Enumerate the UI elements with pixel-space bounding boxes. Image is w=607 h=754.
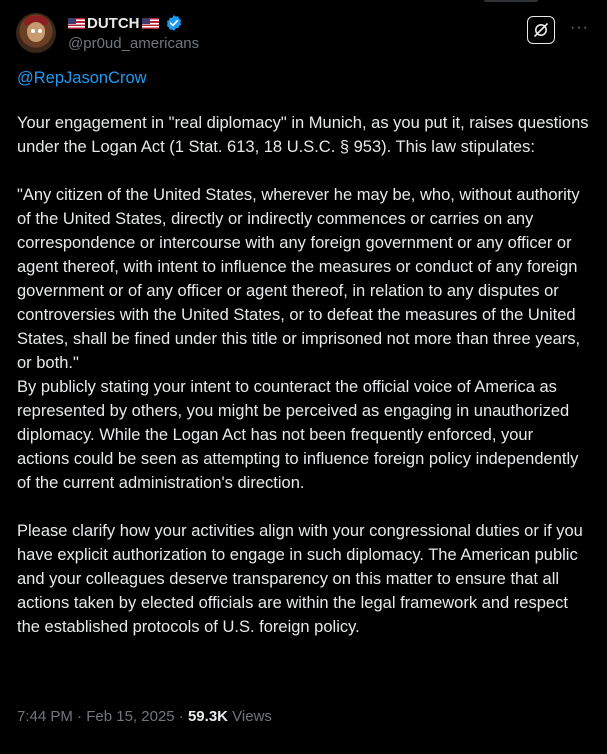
display-name-text: DUTCH [87,14,140,32]
avatar[interactable] [16,13,56,53]
verified-badge-icon [165,14,183,32]
tweet-paragraph: "Any citizen of the United States, wherever he may be, who, without authority of the United States, directly or indirectly commences or carries on any correspondence or intercourse with any foreign government or any officer or agent thereof, with intent to influence the measures or conduct of any foreign government or of any officer or agent thereof, in relation to any disputes or controversies with the United States, or to defeat the measures of the United States, shall be fined under this title or imprisoned not more than three years, or both." By publicly stating your intent to counteract the official voice of America as represented by others, you might be perceived as engaging in unauthorized diplomacy. While the Logan Act has not been frequently enforced, your actions could be seen as attempting to influence foreign policy independently of the current administration's direction. [17,186,581,492]
more-icon[interactable]: ··· [570,19,589,36]
display-name[interactable] [68,14,183,32]
mention-link[interactable]: @RepJasonCrow [17,69,147,87]
tweet-date[interactable]: Feb 15, 2025 [86,708,175,725]
tweet-time[interactable]: 7:44 PM [17,708,73,725]
top-divider [484,0,538,2]
user-handle[interactable]: @pr0ud_americans [68,35,200,52]
grok-icon [533,22,549,38]
tweet-body [17,66,589,663]
tweet-meta [17,708,272,725]
views-count[interactable]: 59.3K [187,708,228,725]
us-flag-icon [142,18,159,29]
tweet-paragraph: Please clarify how your activities align with your congressional duties or if you have explicit authorization to engage in such diplomacy. The American public and your colleagues deserve transparency on this matter to ensure that all actions taken by elected officials are within the legal framework and respect the established protocols of U.S. foreign policy. [17,522,583,636]
meta-separator: · [178,708,184,725]
grok-button[interactable] [527,16,555,44]
us-flag-icon [68,18,85,29]
meta-separator: · [77,708,83,725]
views-label: Views [232,708,272,725]
tweet-paragraph: Your engagement in "real diplomacy" in Munich, as you put it, raises questions under the Logan Act (1 Stat. 613, 18 U.S.C. § 953). This law stipulates: [17,114,589,156]
tweet-header [16,13,591,57]
